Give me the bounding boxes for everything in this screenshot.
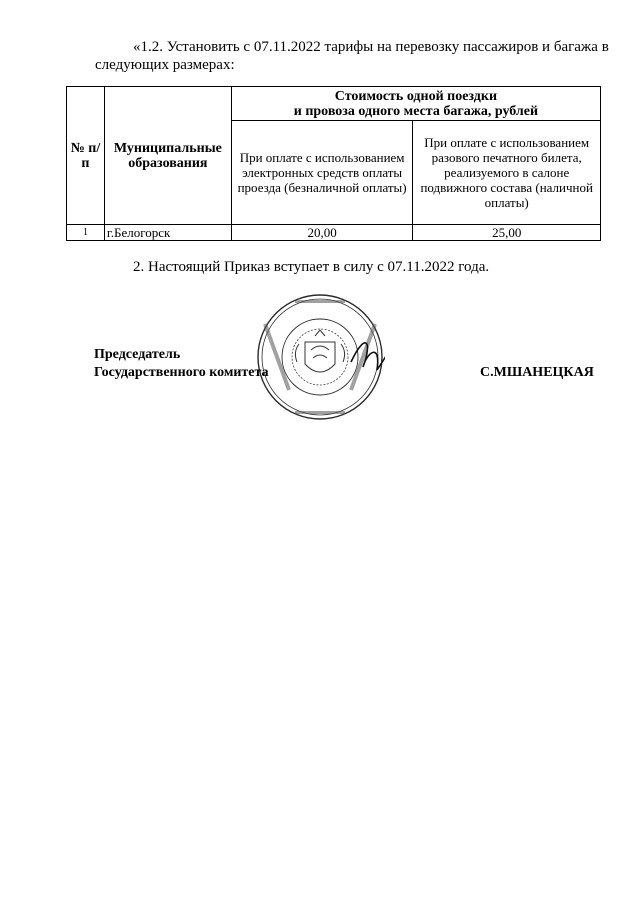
paragraph-tariff-clause: «1.2. Установить с 07.11.2022 тарифы на перевозку пассажиров и багажа в следующих размерах: — [95, 39, 609, 73]
header-cost-line1: Стоимость одной поездки — [334, 88, 498, 104]
official-seal-stamp — [255, 292, 385, 422]
header-num: № п/п — [67, 87, 105, 225]
header-cost-line2: и провоза одного места багажа, рублей — [293, 103, 539, 119]
row-cash: 25,00 — [413, 225, 601, 241]
row-city: г.Белогорск — [104, 225, 231, 241]
row-cashless: 20,00 — [231, 225, 413, 241]
signatory-name: С.МШАНЕЦКАЯ — [480, 365, 594, 380]
header-cash: При оплате с использованием разового печатного билета, реализуемого в салоне подвижного состава (наличной оплаты) — [413, 121, 601, 225]
table-row — [67, 225, 601, 241]
position-line2: Государственного комитета — [94, 365, 269, 380]
row-num: 1 — [67, 225, 105, 241]
paragraph-effective-date: 2. Настоящий Приказ вступает в силу с 07.11.2022 года. — [133, 259, 490, 275]
header-municipality: Муниципальные образования — [104, 87, 231, 225]
fares-table — [66, 86, 601, 241]
header-cashless: При оплате с использованием электронных средств оплаты проезда (безналичной оплаты) — [231, 121, 413, 225]
position-line1: Председатель — [94, 347, 181, 362]
signatory-position — [94, 346, 269, 382]
header-cost — [231, 87, 600, 121]
